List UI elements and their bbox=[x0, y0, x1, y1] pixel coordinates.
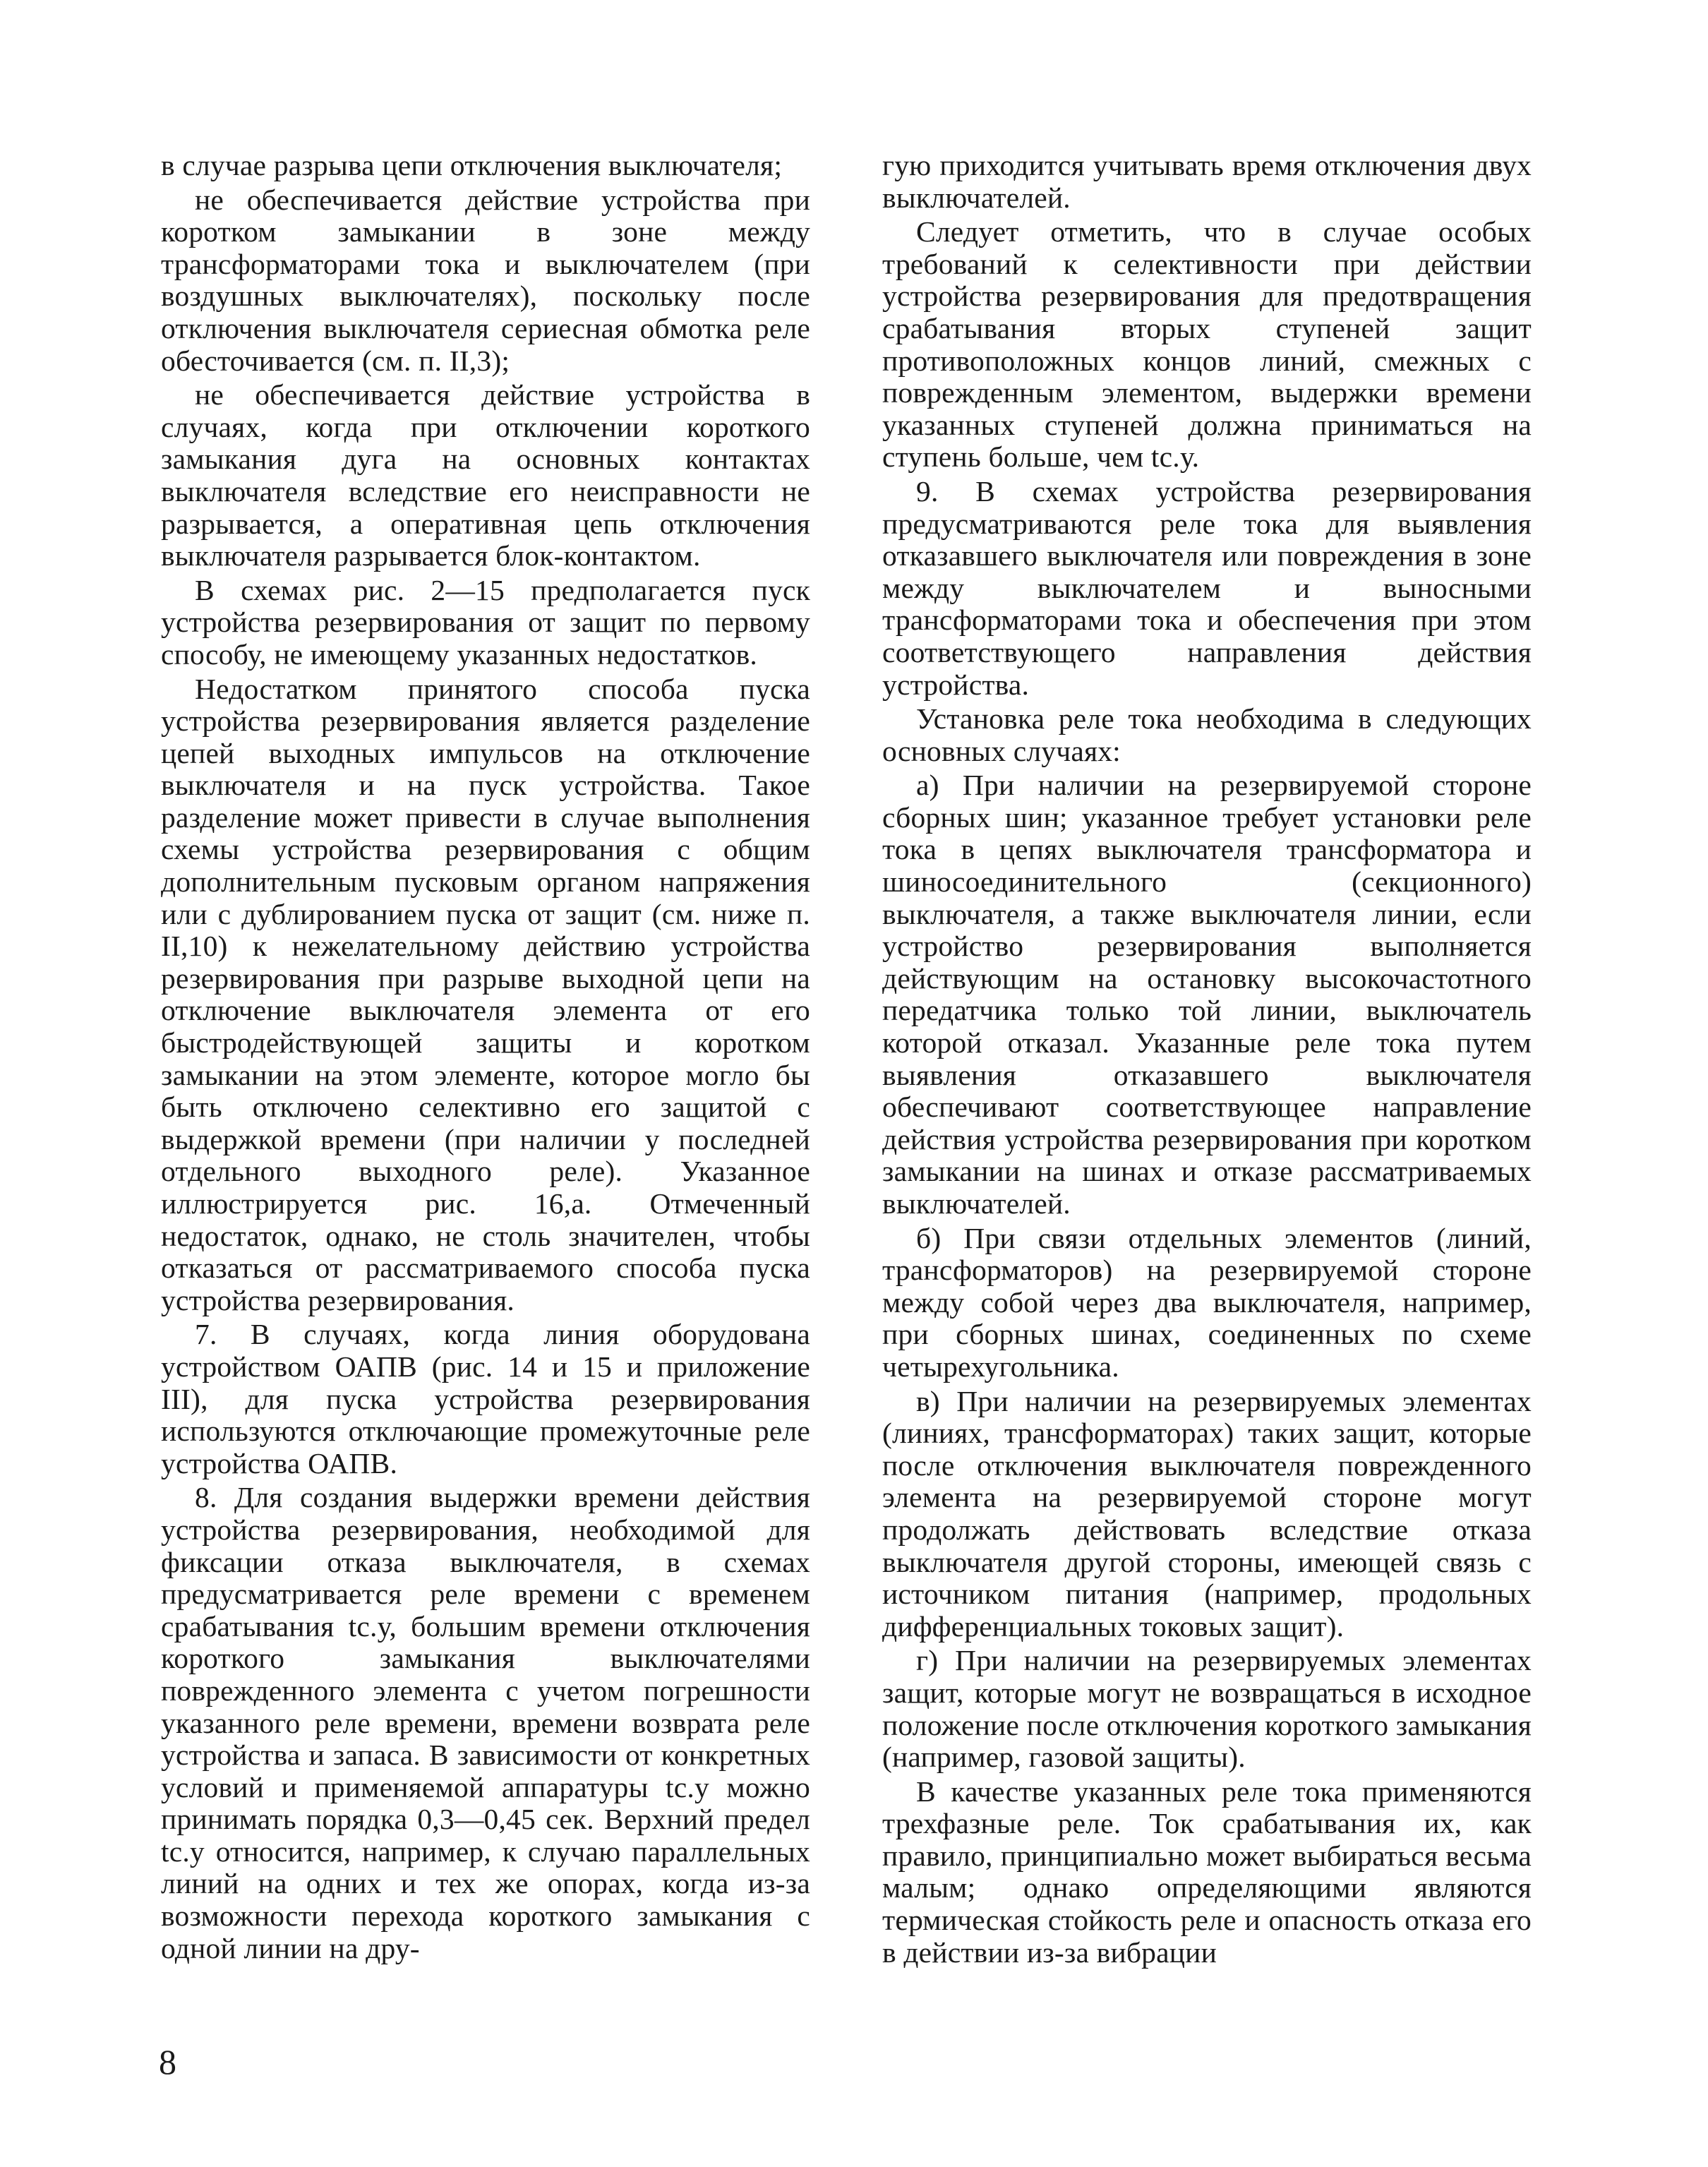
paragraph: В качестве указанных реле тока применяются трехфазные реле. Ток срабатывания их, как правило, принципиально может выбираться весьма малым; однако определяющими являются термическая стойкость реле и опасность отказа его в действии из-за вибрации bbox=[882, 1775, 1532, 1969]
paragraph: не обеспечивается действие устройства при коротком замыкании в зоне между трансформаторами тока и выключателем (при воздушных выключателях), поскольку после отключения выключателя сериесная обмотка реле обесточивается (см. п. II,3); bbox=[161, 183, 810, 377]
paragraph: В схемах рис. 2—15 предполагается пуск устройства резервирования от защит по первому способу, не имеющему указанных недостатков. bbox=[161, 573, 810, 671]
paragraph: г) При наличии на резервируемых элементах защит, которые могут не возвращаться в исходное положение после отключения короткого замыкания (например, газовой защиты). bbox=[882, 1644, 1532, 1774]
paragraph: гую приходится учитывать время отключения двух выключателей. bbox=[882, 149, 1532, 214]
paragraph: Установка реле тока необходима в следующих основных случаях: bbox=[882, 702, 1532, 767]
page-number: 8 bbox=[159, 2042, 176, 2082]
paragraph: в) При наличии на резервируемых элементах (линиях, трансформаторах) таких защит, которые после отключения выключателя поврежденного элемента на резервируемой стороне могут продолжать действовать вследствие отказа выключателя другой стороны, имеющей связь с источником питания (например, продольных дифференциальных токовых защит). bbox=[882, 1384, 1532, 1643]
paragraph: Недостатком принятого способа пуска устройства резервирования является разделение цепей выходных импульсов на отключение выключателя и на пуск устройства. Такое разделение может привести в случае выполнения схемы устройства резервирования с общим дополнительным пусковым органом напряжения или с дублированием пуска от защит (см. ниже п. II,10) к нежелательному действию устройства резервирования при разрыве выходной цепи на отключение выключателя элемента от его быстродействующей защиты и коротком замыкании на этом элементе, которое могло бы быть отключено селективно его защитой с выдержкой времени (при наличии у последней отдельного выходного реле). Указанное иллюстрируется рис. 16,а. Отмеченный недостаток, однако, не столь значителен, чтобы отказаться от рассматриваемого способа пуска устройства резервирования. bbox=[161, 672, 810, 1316]
left-column bbox=[161, 150, 810, 1967]
paragraph: Следует отметить, что в случае особых требований к селективности при действии устройства резервирования для предотвращения срабатывания вторых ступеней защит противоположных концов линий, смежных с поврежденным элементом, выдержки времени указанных ступеней должна приниматься на ступень больше, чем tс.у. bbox=[882, 215, 1532, 474]
paragraph: 9. В схемах устройства резервирования предусматриваются реле тока для выявления отказавшего выключателя или повреждения в зоне между выключателем и выносными трансформаторами тока и обеспечения при этом соответствующего направления действия устройства. bbox=[882, 474, 1532, 701]
paragraph: не обеспечивается действие устройства в случаях, когда при отключении короткого замыкания дуга на основных контактах выключателя вследствие его неисправности не разрывается, а оперативная цепь отключения выключателя разрывается блок-контактом. bbox=[161, 378, 810, 572]
paragraph: а) При наличии на резервируемой стороне сборных шин; указанное требует установки реле тока в цепях выключателя трансформатора и шиносоединительного (секционного) выключателя, а также выключателя линии, если устройство резервирования выполняется действующим на остановку высокочастотного передатчика только той линии, выключатель которой отказал. Указанные реле тока путем выявления отказавшего выключателя обеспечивают соответствующее направление действия устройства резервирования при коротком замыкании на шинах и отказе рассматриваемых выключателей. bbox=[882, 769, 1532, 1220]
paragraph: б) При связи отдельных элементов (линий, трансформаторов) на резервируемой стороне между собой через два выключателя, например, при сборных шинах, соединенных по схеме четырехугольника. bbox=[882, 1221, 1532, 1383]
paragraph: в случае разрыва цепи отключения выключателя; bbox=[161, 149, 783, 181]
right-column bbox=[882, 150, 1532, 1971]
paragraph: 7. В случаях, когда линия оборудована устройством ОАПВ (рис. 14 и 15 и приложение III), для пуска устройства резервирования используются отключающие промежуточные реле устройства ОАПВ. bbox=[161, 1318, 810, 1479]
paragraph: 8. Для создания выдержки времени действия устройства резервирования, необходимой для фиксации отказа выключателя, в схемах предусматривается реле времени с временем срабатывания tс.у, большим времени отключения короткого замыкания выключателями поврежденного элемента с учетом погрешности указанного реле времени, времени возврата реле устройства и запаса. В зависимости от конкретных условий и применяемой аппаратуры tс.у можно принимать порядка 0,3—0,45 сек. Верхний предел tс.у относится, например, к случаю параллельных линий на одних и тех же опорах, когда из-за возможности перехода короткого замыкания с одной линии на дру- bbox=[161, 1481, 810, 1964]
